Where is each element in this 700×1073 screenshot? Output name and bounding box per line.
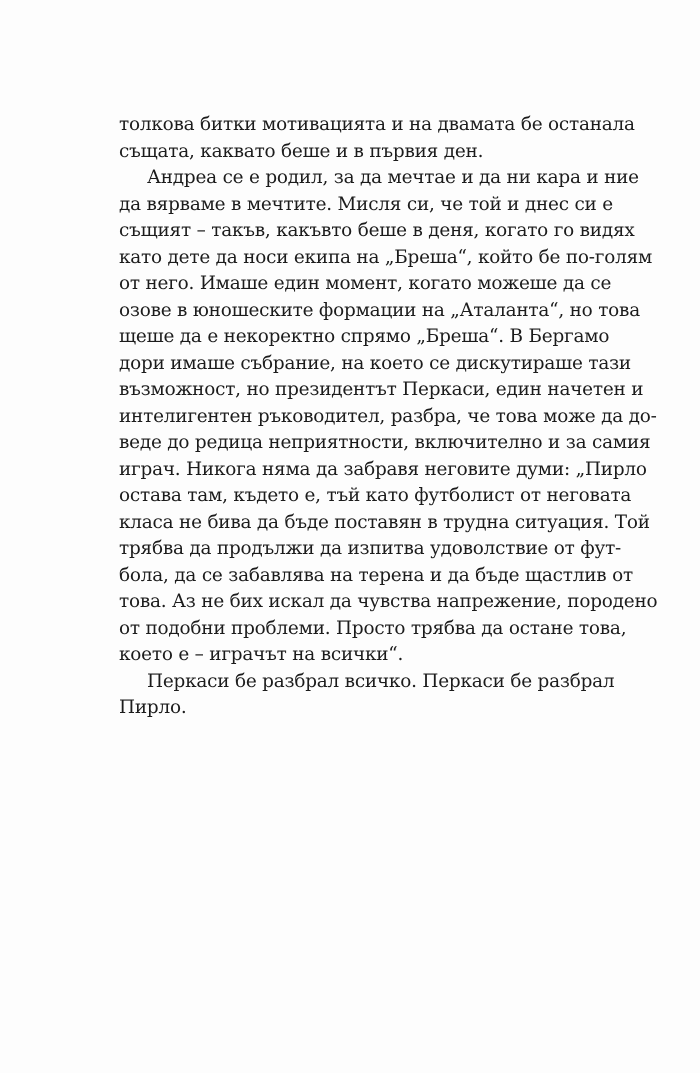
text-line: възможност, но президентът Перкаси, един начетен и	[119, 379, 644, 400]
text-line: Перкаси бе разбрал всичко. Перкаси бе разбрал	[147, 670, 615, 692]
paragraph	[119, 669, 615, 722]
text-line: като дете да носи екипа на „Бреша“, който бе по-голям	[119, 246, 653, 268]
text-line: озове в юношеските формации на „Аталанта“, но това	[119, 299, 640, 321]
body-text	[119, 112, 658, 722]
text-line: интелигентен ръководител, разбра, че това може да до-	[119, 405, 657, 427]
text-line: същата, каквато беше и в първия ден.	[119, 140, 484, 162]
text-line: остава там, където е, тъй като футболист от неговата	[119, 485, 632, 506]
text-line: дори имаше събрание, на което се дискутираше тази	[119, 352, 631, 374]
text-line: същият – такъв, какъвто беше в деня, когато го видях	[119, 220, 635, 241]
text-line: толкова битки мотивацията и на двамата бе останала	[119, 114, 635, 135]
text-line: от подобни проблеми. Просто трябва да остане това,	[119, 617, 627, 639]
text-line: трябва да продължи да изпитва удоволствие от фут-	[119, 538, 622, 559]
text-line: щеше да е некоректно спрямо „Бреша“. В Бергамо	[119, 326, 610, 347]
text-line: Пирло.	[119, 697, 187, 718]
text-line: бола, да се забавлява на терена и да бъде щастлив от	[119, 564, 633, 586]
text-line: Андреа се е родил, за да мечтае и да ни кара и ние	[147, 167, 639, 188]
paragraph	[119, 165, 658, 669]
text-line: класа не бива да бъде поставян в трудна ситуация. Той	[119, 511, 650, 533]
text-line: това. Аз не бих искал да чувства напрежение, породено	[119, 591, 658, 612]
text-line: веде до редица неприятности, включително и за самия	[119, 432, 651, 453]
text-line: играч. Никога няма да забравя неговите думи: „Пирло	[119, 458, 647, 480]
paragraph	[119, 112, 635, 165]
text-line: от него. Имаше един момент, когато можеше да се	[119, 273, 612, 294]
text-line: да вярваме в мечтите. Мисля си, че той и днес си е	[119, 193, 613, 215]
text-line: което е – играчът на всички“.	[119, 644, 404, 665]
